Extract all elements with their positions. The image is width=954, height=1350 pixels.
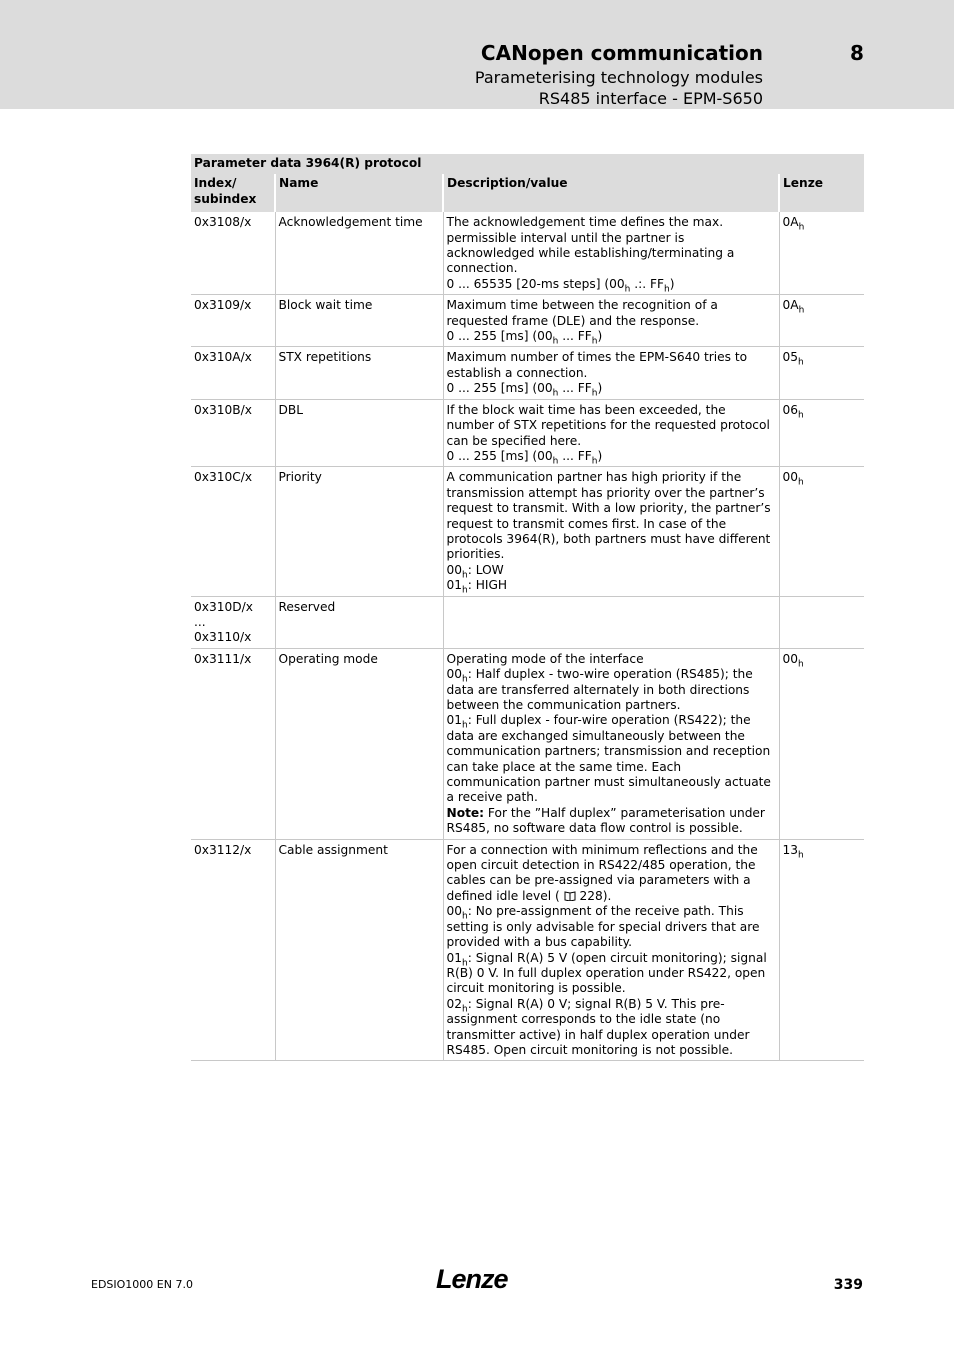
cell-description [443, 295, 779, 347]
cell-lenze-default: $13_h$ [779, 839, 864, 1061]
cell-lenze-default: $05_h$ [779, 347, 864, 399]
cell-name: Acknowledgement time [275, 212, 443, 295]
cell-index: 0x3109/x [191, 295, 275, 347]
col-lenze-header: Lenze [779, 174, 864, 212]
parameter-table [191, 154, 864, 1061]
cell-name: Priority [275, 467, 443, 596]
description-line: $00_h$: LOW [446, 562, 504, 581]
table-caption: Parameter data 3964(R) protocol [191, 154, 864, 174]
col-description-header: Description/value [443, 174, 779, 212]
cell-name: Reserved [275, 596, 443, 648]
description-line: 0 ... 65535 [20-ms steps] ($00_h$ .:. $FF_h$) [446, 276, 675, 295]
lenze-logo [436, 1264, 516, 1294]
cell-index: 0x3112/x [191, 839, 275, 1061]
table-row [191, 295, 864, 347]
cell-index: 0x310A/x [191, 347, 275, 399]
section-subtitle: Parameterising technology modules [474, 68, 763, 87]
col-index-header: Index/ subindex [191, 174, 275, 212]
cell-lenze-default [779, 596, 864, 648]
description-line: $01_h$: Signal R(A) 5 V (open circuit monitoring); signal R(B) 0 V. In full duplex operation under RS422, open circuit monitoring is possible. [446, 950, 767, 996]
cell-name: Block wait time [275, 295, 443, 347]
chapter-number: 8 [850, 41, 864, 65]
description-line: 0 ... 255 [ms] ($00_h$ ... $FF_h$) [446, 381, 603, 399]
cell-lenze-default: $06_h$ [779, 399, 864, 467]
description-line: A communication partner has high priority if the transmission attempt has priority over the partner’s request to transmit. With a low priority, the partner’s request to transmit comes first. In case of the protocols 3964(R), both partners must have different priorities. [446, 470, 771, 562]
cell-description [443, 648, 779, 839]
cell-name: STX repetitions [275, 347, 443, 399]
subsection-subtitle: RS485 interface - EPM-S650 [538, 89, 763, 108]
cell-index: 0x310D/x ... 0x3110/x [191, 596, 275, 648]
cell-description [443, 596, 779, 648]
cell-name: Cable assignment [275, 839, 443, 1061]
table-row [191, 347, 864, 399]
description-line: 0 ... 255 [ms] ($00_h$ ... $FF_h$) [446, 448, 603, 467]
header-band [0, 0, 954, 109]
cell-index: 0x3111/x [191, 648, 275, 839]
description-line: $00_h$: No pre-assignment of the receive path. This setting is only advisable for special drivers that are provided with a bus capability. [446, 904, 760, 950]
page-number: 339 [833, 1277, 863, 1293]
description-line: $01_h$: HIGH [446, 578, 508, 596]
cell-description [443, 839, 779, 1061]
description-line: The acknowledgement time defines the max. permissible interval until the partner is acknowledged while establishing/terminating a connection. [446, 215, 735, 276]
description-line: For a connection with minimum reflections and the open circuit detection in RS422/485 operation, the cables can be pre-assigned via parameters with a defined idle level ( 228). [446, 842, 758, 903]
table-row [191, 399, 864, 467]
cell-description [443, 212, 779, 295]
description-line: Maximum number of times the EPM-S640 tries to establish a connection. [446, 350, 748, 380]
page-title: CANopen communication [480, 41, 763, 65]
cell-description [443, 467, 779, 596]
cell-lenze-default: $0A_h$ [779, 295, 864, 347]
col-name-header: Name [275, 174, 443, 212]
description-line: If the block wait time has been exceeded, the number of STX repetitions for the requested protocol can be specified here. [446, 402, 770, 448]
cell-lenze-default: $00_h$ [779, 467, 864, 596]
description-line: $01_h$: Full duplex - four-wire operation (RS422); the data are exchanged simultaneously between the communication partners; transmission and reception can take place at the same time. Each communication partner must simultaneously actuate a receive path. [446, 713, 771, 805]
document-id: EDSIO1000 EN 7.0 [91, 1278, 193, 1291]
description-line: Operating mode of the interface [446, 651, 644, 666]
cell-name: DBL [275, 399, 443, 467]
cell-description [443, 399, 779, 467]
table-row [191, 648, 864, 839]
description-line: $00_h$: Half duplex - two-wire operation (RS485); the data are transferred alternately in both directions between the communication partners. [446, 667, 753, 712]
cell-index: 0x310C/x [191, 467, 275, 596]
table-row [191, 212, 864, 295]
description-line: $02_h$: Signal R(A) 0 V; signal R(B) 5 V. This pre-assignment corresponds to the idle state (no transmitter active) in half duplex operation under RS485. Open circuit monitoring is not possible. [446, 996, 750, 1057]
table-row [191, 467, 864, 596]
cell-description [443, 347, 779, 399]
cell-name: Operating mode [275, 648, 443, 839]
book-icon [564, 891, 576, 901]
cell-index: 0x310B/x [191, 399, 275, 467]
svg-text:Lenze: Lenze [436, 1264, 508, 1294]
table-row [191, 596, 864, 648]
table-row [191, 839, 864, 1061]
description-line: Note: For the ”Half duplex” parameterisation under RS485, no software data flow control is possible. [446, 805, 765, 836]
description-line: Maximum time between the recognition of a requested frame (DLE) and the response. [446, 298, 718, 328]
cell-lenze-default: $0A_h$ [779, 212, 864, 295]
cell-index: 0x3108/x [191, 212, 275, 295]
description-line: 0 ... 255 [ms] ($00_h$ ... $FF_h$) [446, 329, 603, 347]
cell-lenze-default: $00_h$ [779, 648, 864, 839]
